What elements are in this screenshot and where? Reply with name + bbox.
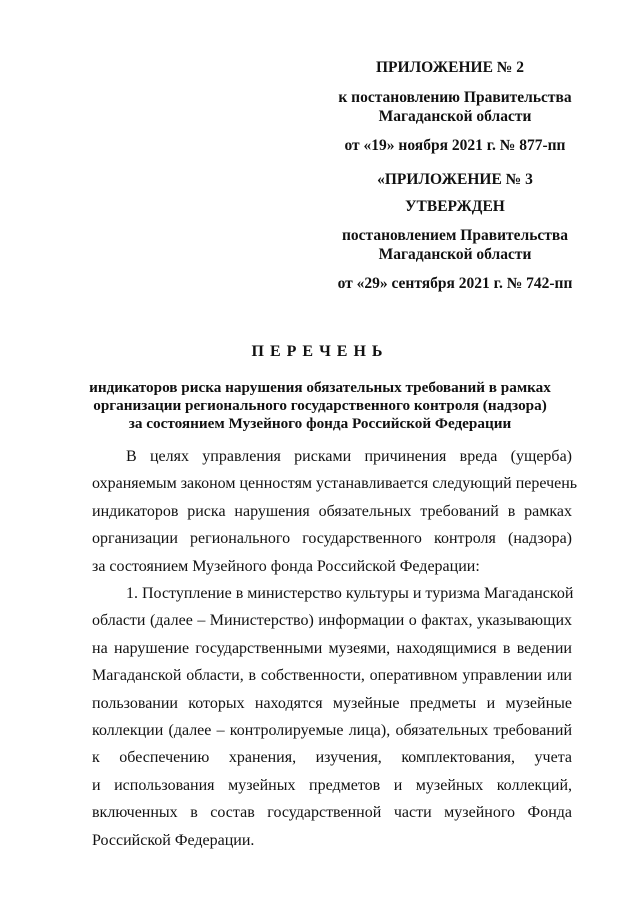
text-line: включенных в состав государственной части музейного Фонда [92, 804, 572, 822]
decree-date-1: от «19» ноября 2021 г. № 877-пп [344, 137, 566, 154]
paragraph-intro [92, 443, 578, 580]
text-line: организации регионального государственного контроля (надзора) [92, 530, 572, 548]
text-line: пользовании которых находятся музейные предметы и музейные [92, 694, 572, 712]
text-line: на нарушение государственными музеями, находящимися в ведении [92, 639, 572, 657]
text-line: индикаторов риска нарушения обязательных требований в рамках [92, 502, 572, 520]
title-subline-1: индикаторов риска нарушения обязательных требований в рамках [89, 379, 551, 396]
text-line: к обеспечению хранения, изучения, комплектования, учета [92, 749, 572, 767]
text-line: Магаданской области, в собственности, оперативном управлении или [92, 667, 572, 685]
title-subline-2: организации регионального государственного контроля (надзора) [93, 397, 547, 414]
text-line: охраняемым законом ценностям устанавливается следующий перечень [92, 475, 578, 493]
title-subline-3: за состоянием Музейного фонда Российской Федерации [128, 415, 512, 432]
text-line: 1. Поступление в министерство культуры и туризма Магаданской [126, 585, 574, 602]
text-line: коллекции (далее – контролируемые лица), обязательных требований [92, 722, 572, 740]
appendix-2-heading: ПРИЛОЖЕНИЕ № 2 [376, 59, 524, 76]
approved-label: УТВЕРЖДЕН [405, 198, 505, 215]
to-decree-line-2: Магаданской области [378, 108, 532, 125]
by-decree-line-1: постановлением Правительства [341, 227, 569, 244]
by-decree-line-2: Магаданской области [378, 246, 532, 263]
to-decree-line-1: к постановлению Правительства [338, 89, 572, 106]
decree-date-2: от «29» сентября 2021 г. № 742-пп [337, 275, 573, 292]
appendix-3-heading: «ПРИЛОЖЕНИЕ № 3 [377, 171, 533, 188]
text-line: области (далее – Министерство) информации о фактах, указывающих [92, 612, 572, 630]
text-line: и использования музейных предметов и музейных коллекций, [92, 776, 572, 794]
paragraph-item-1 [92, 580, 572, 854]
text-line: Российской Федерации. [92, 831, 255, 849]
document-title: ПЕРЕЧЕНЬ [251, 343, 389, 360]
text-line: В целях управления рисками причинения вреда (ущерба) [126, 448, 572, 465]
text-line: за состоянием Музейного фонда Российской Федерации: [92, 557, 480, 575]
